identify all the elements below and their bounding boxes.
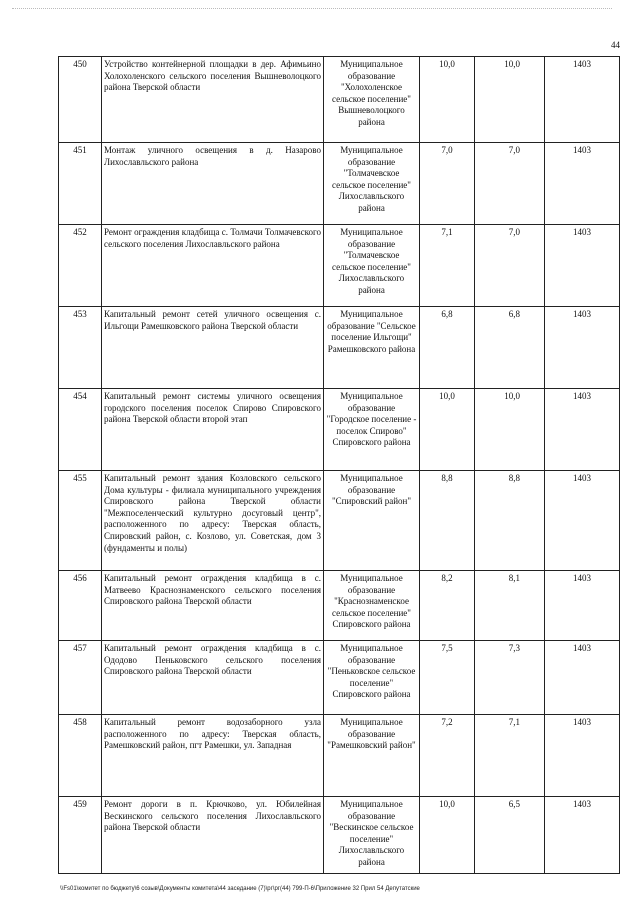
project-name-cell: Капитальный ремонт здания Козловского сельского Дома культуры - филиала муниципального учреждения Спировского района Тверской области "Межпоселенческий культурно досуговый центр", расположенного по адресу: Тверская область, Спировский район, с. Козлово, ул. Советская, дом 3 (фундаменты и полы) xyxy=(102,471,324,571)
row-number-cell: 454 xyxy=(59,389,102,471)
budget-code-cell: 1403 xyxy=(545,389,620,471)
file-path-footer: \\Fs01\комитет по бюджету\6 созыв\Документы комитета\44 заседание (7)\рг\рг(44) 799-П-6\Приложение 32 Прил 54 Депутатские xyxy=(60,886,420,892)
table-row xyxy=(59,57,620,143)
project-name-cell: Монтаж уличного освещения в д. Назарово Лихославльского района xyxy=(102,143,324,225)
table-row xyxy=(59,471,620,571)
amount-total-cell: 8,2 xyxy=(420,571,475,641)
amount-total-cell: 6,8 xyxy=(420,307,475,389)
table-row xyxy=(59,225,620,307)
project-name-cell: Капитальный ремонт системы уличного освещения городского поселения поселок Спирово Спировского района Тверской области второй этап xyxy=(102,389,324,471)
budget-code-cell: 1403 xyxy=(545,225,620,307)
budget-code-cell: 1403 xyxy=(545,471,620,571)
amount-allocated-cell: 7,0 xyxy=(475,143,545,225)
municipality-cell: Муниципальное образование "Спировский район" xyxy=(324,471,420,571)
budget-code-cell: 1403 xyxy=(545,797,620,874)
municipality-cell: Муниципальное образование "Толмачевское сельское поселение" Лихославльского района xyxy=(324,225,420,307)
budget-code-cell: 1403 xyxy=(545,641,620,715)
amount-allocated-cell: 6,5 xyxy=(475,797,545,874)
project-name-cell: Капитальный ремонт ограждения кладбища в с. Матвеево Краснознаменского сельского поселения Спировского района Тверской области xyxy=(102,571,324,641)
amount-allocated-cell: 8,1 xyxy=(475,571,545,641)
municipality-cell: Муниципальное образование "Холохоленское сельское поселение" Вышневолоцкого района xyxy=(324,57,420,143)
amount-total-cell: 10,0 xyxy=(420,57,475,143)
municipality-cell: Муниципальное образование "Толмачевское сельское поселение" Лихославльского района xyxy=(324,143,420,225)
table-row xyxy=(59,389,620,471)
row-number-cell: 456 xyxy=(59,571,102,641)
amount-allocated-cell: 10,0 xyxy=(475,57,545,143)
municipality-cell: Муниципальное образование "Краснознаменское сельское поселение" Спировского района xyxy=(324,571,420,641)
project-name-cell: Ремонт дороги в п. Крючково, ул. Юбилейная Вескинского сельского поселения Лихославльского района Тверской области xyxy=(102,797,324,874)
amount-total-cell: 10,0 xyxy=(420,389,475,471)
amount-allocated-cell: 6,8 xyxy=(475,307,545,389)
project-name-cell: Ремонт ограждения кладбища с. Толмачи Толмачевского сельского поселения Лихославльского района xyxy=(102,225,324,307)
budget-code-cell: 1403 xyxy=(545,715,620,797)
table-body xyxy=(59,57,620,874)
amount-allocated-cell: 8,8 xyxy=(475,471,545,571)
amount-total-cell: 8,8 xyxy=(420,471,475,571)
scan-top-edge xyxy=(12,8,612,12)
municipality-cell: Муниципальное образование "Вескинское сельское поселение" Лихославльского района xyxy=(324,797,420,874)
row-number-cell: 455 xyxy=(59,471,102,571)
project-name-cell: Капитальный ремонт водозаборного узла расположенного по адресу: Тверская область, Рамешковский район, пгт Рамешки, ул. Западная xyxy=(102,715,324,797)
row-number-cell: 453 xyxy=(59,307,102,389)
amount-allocated-cell: 7,1 xyxy=(475,715,545,797)
amount-allocated-cell: 10,0 xyxy=(475,389,545,471)
amount-allocated-cell: 7,3 xyxy=(475,641,545,715)
amount-total-cell: 7,2 xyxy=(420,715,475,797)
table-row xyxy=(59,641,620,715)
municipality-cell: Муниципальное образование "Сельское поселение Ильгощи" Рамешковского района xyxy=(324,307,420,389)
table-row xyxy=(59,571,620,641)
project-name-cell: Устройство контейнерной площадки в дер. Афимьино Холохоленского сельского поселения Вышневолоцкого района Тверской области xyxy=(102,57,324,143)
amount-total-cell: 7,5 xyxy=(420,641,475,715)
row-number-cell: 457 xyxy=(59,641,102,715)
row-number-cell: 450 xyxy=(59,57,102,143)
data-table xyxy=(58,56,620,874)
amount-total-cell: 10,0 xyxy=(420,797,475,874)
row-number-cell: 458 xyxy=(59,715,102,797)
municipality-cell: Муниципальное образование "Городское поселение - поселок Спирово" Спировского района xyxy=(324,389,420,471)
budget-code-cell: 1403 xyxy=(545,143,620,225)
page-number: 44 xyxy=(611,40,620,50)
project-name-cell: Капитальный ремонт ограждения кладбища в с. Ододово Пеньковского сельского поселения Спировского района Тверской области xyxy=(102,641,324,715)
budget-code-cell: 1403 xyxy=(545,307,620,389)
amount-allocated-cell: 7,0 xyxy=(475,225,545,307)
table-row xyxy=(59,143,620,225)
row-number-cell: 459 xyxy=(59,797,102,874)
amount-total-cell: 7,0 xyxy=(420,143,475,225)
budget-code-cell: 1403 xyxy=(545,571,620,641)
row-number-cell: 452 xyxy=(59,225,102,307)
project-name-cell: Капитальный ремонт сетей уличного освещения с. Ильгощи Рамешковского района Тверской области xyxy=(102,307,324,389)
budget-code-cell: 1403 xyxy=(545,57,620,143)
amount-total-cell: 7,1 xyxy=(420,225,475,307)
table-row xyxy=(59,715,620,797)
row-number-cell: 451 xyxy=(59,143,102,225)
table-row xyxy=(59,797,620,874)
municipality-cell: Муниципальное образование "Рамешковский район" xyxy=(324,715,420,797)
table-row xyxy=(59,307,620,389)
municipality-cell: Муниципальное образование "Пеньковское сельское поселение" Спировского района xyxy=(324,641,420,715)
